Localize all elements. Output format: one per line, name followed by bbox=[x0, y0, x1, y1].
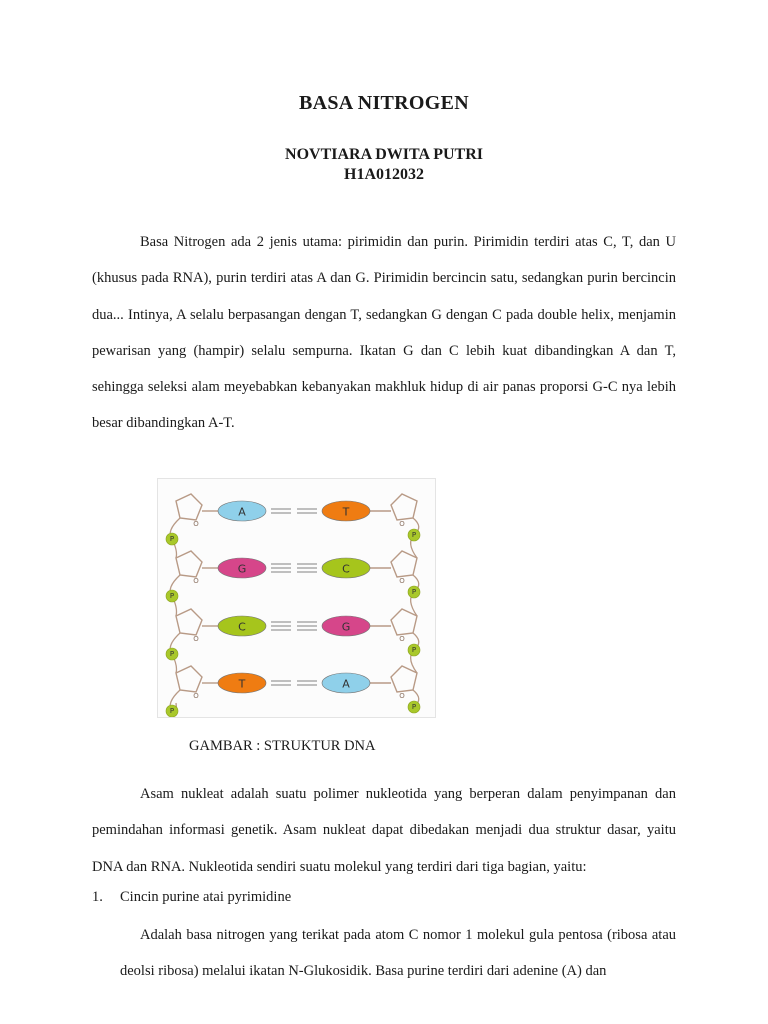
left-oxygen-label: O bbox=[193, 520, 199, 528]
left-oxygen-label: O bbox=[193, 577, 199, 585]
left-oxygen-label: O bbox=[193, 635, 199, 643]
right-sugar-ring bbox=[391, 551, 417, 577]
right-base-label: C bbox=[342, 562, 350, 576]
right-oxygen-label: O bbox=[399, 577, 405, 585]
right-phosphate-label: P bbox=[411, 588, 417, 596]
left-base-label: G bbox=[237, 562, 247, 576]
right-base-label: A bbox=[342, 677, 350, 691]
right-phosphate-label: P bbox=[411, 703, 417, 711]
left-phosphate-label: P bbox=[169, 707, 175, 715]
right-sugar-ring bbox=[391, 609, 417, 635]
left-base-label: C bbox=[238, 620, 246, 634]
paragraph-purine: Adalah basa nitrogen yang terikat pada atom C nomor 1 molekul gula pentosa (ribosa atau deolsi ribosa) melalui ikatan N-Glukosidik. Basa purine terdiri dari adenine (A) dan bbox=[120, 927, 676, 980]
paragraph-basa-nitrogen: Basa Nitrogen ada 2 jenis utama: pirimidin dan purin. Pirimidin terdiri atas C, T, dan U (khusus pada RNA), purin terdiri atas A dan G. Pirimidin bercincin satu, sedangkan purin bercincin dua... Intinya, A selalu berpasangan dengan T, sedangkan G dengan C pada double helix, menjamin pewarisan yang (hampir) selalu sempurna. Ikatan G dan C lebih kuat dibandingkan A dan T, sehingga seleksi alam meyebabkan kebanyakan makhluk hidup di air panas proporsi G-C nya lebih besar dibandingkan A-T. bbox=[92, 234, 676, 432]
right-base-label: G bbox=[341, 620, 351, 634]
right-phosphate-label: P bbox=[411, 531, 417, 539]
left-base-label: A bbox=[238, 505, 246, 519]
right-sugar-ring bbox=[391, 666, 417, 692]
list-item-number: 1. bbox=[92, 889, 103, 905]
list-item bbox=[92, 889, 291, 906]
dna-diagram bbox=[158, 479, 435, 717]
figure-caption: GAMBAR : STRUKTUR DNA bbox=[189, 738, 376, 754]
left-phosphate-label: P bbox=[169, 592, 175, 600]
right-phosphate-label: P bbox=[411, 646, 417, 654]
right-oxygen-label: O bbox=[399, 520, 405, 528]
left-sugar-ring bbox=[176, 609, 202, 635]
right-sugar-ring bbox=[391, 494, 417, 520]
student-id: H1A012032 bbox=[344, 166, 424, 183]
left-base-label: T bbox=[238, 677, 246, 691]
left-sugar-ring bbox=[176, 494, 202, 520]
list-item-text: Cincin purine atai pyrimidine bbox=[120, 889, 292, 905]
left-phosphate-label: P bbox=[169, 535, 175, 543]
author-name: NOVTIARA DWITA PUTRI bbox=[285, 146, 483, 163]
right-oxygen-label: O bbox=[399, 635, 405, 643]
dna-structure-figure bbox=[157, 478, 436, 718]
left-phosphate-label: P bbox=[169, 650, 175, 658]
left-oxygen-label: O bbox=[193, 692, 199, 700]
right-oxygen-label: O bbox=[399, 692, 405, 700]
left-sugar-ring bbox=[176, 666, 202, 692]
right-base-label: T bbox=[342, 505, 350, 519]
document-title: BASA NITROGEN bbox=[298, 92, 470, 114]
paragraph-asam-nukleat: Asam nukleat adalah suatu polimer nukleotida yang berperan dalam penyimpanan dan pemindahan informasi genetik. Asam nukleat dapat dibedakan menjadi dua struktur dasar, yaitu DNA dan RNA. Nukleotida sendiri suatu molekul yang terdiri dari tiga bagian, yaitu: bbox=[92, 786, 676, 875]
left-sugar-ring bbox=[176, 551, 202, 577]
